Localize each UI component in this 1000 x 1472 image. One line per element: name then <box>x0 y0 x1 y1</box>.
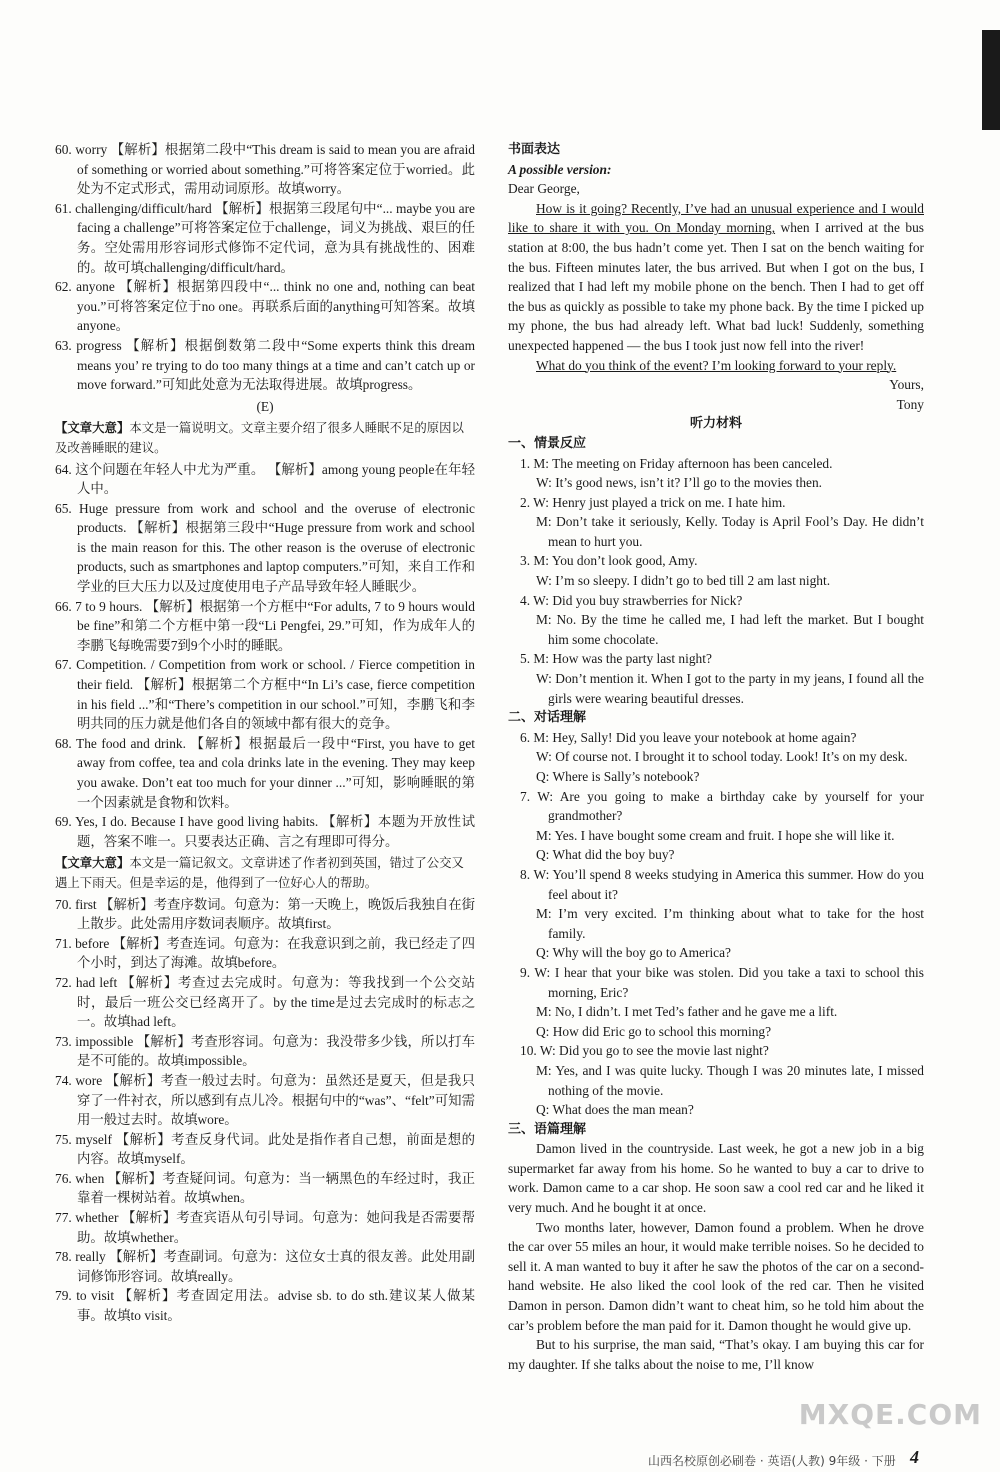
answer-61: 61. challenging/difficult/hard 【解析】根据第三段尾句中“... maybe you are facing a challenge”可将答案定位于challenge，词义为挑战、艰巨的任务。空处需用形容词形式修饰不定代词，意为具有挑战性的、困难的。故可填challenging/difficult/hard。 <box>55 200 475 275</box>
letter-body: when I arrived at the bus station at 8:00, the bus hadn’t come yet. Then I sat on the bench waiting for the bus. Fifteen minutes later, the bus arrived. But when I got on the bus, I realized that I had left my mobile phone on the bench. Then I had to get off the bus as quickly as possible to take my phone back. By the time I picked up my phone, the bus had already left. What bad luck! Suddenly, something unexpected happened — the bus I took just now fell into the river! <box>508 220 924 353</box>
dialogue-3-m: 3. M: You don’t look good, Amy. <box>520 553 698 569</box>
letter-greeting: Dear George, <box>508 181 580 197</box>
answer-64: 64. 这个问题在年轻人中尤为严重。 【解析】among young people在年轻人中。 <box>55 461 475 497</box>
answer-63: 63. progress 【解析】根据倒数第二段中“Some experts think this dream means you’ re trying to do too many things at a time and can’t catch up or move forward.”可知此处意为无法取得进展。故填progress。 <box>55 337 475 393</box>
dialogue-6-w: W: Of course not. I brought it to school today. Look! It’s on my desk. <box>536 749 908 765</box>
dialogue-5-m: 5. M: How was the party last night? <box>520 651 712 667</box>
writing-title: 书面表达 <box>508 142 561 157</box>
dialogue-6-q: Q: Where is Sally’s notebook? <box>536 769 700 784</box>
answer-65: 65. Huge pressure from work and school and the overuse of electronic products. 【解析】根据第三段中“Huge pressure from work and school is the main reason for this. The other reason is the overuse of electronic products, such as smartphones and laptop computers.”可知，来自工作和学业的巨大压力以及过度使用电子产品导致年轻人睡眠少。 <box>55 500 475 595</box>
dialogue-10-w: 10. W: Did you go to see the movie last night? <box>520 1043 769 1059</box>
page-edge-bar <box>982 30 1000 130</box>
page-number: 4 <box>910 1447 919 1467</box>
dialogue-7-w: 7. W: Are you going to make a birthday cake by yourself for your grandmother? <box>520 788 924 824</box>
letter-paragraph-1 <box>508 199 924 356</box>
dialogue-7-q: Q: What did the boy buy? <box>536 847 675 863</box>
summary-e-tag: 【文章大意】 <box>55 420 130 436</box>
dialogue-8-w: 8. W: You’ll spend 8 weeks studying in America this summer. How do you feel about it? <box>520 866 924 902</box>
dialogue-9-m: M: No, I didn’t. I met Ted’s father and he gave me a lift. <box>536 1004 838 1020</box>
dialogue-3-w: W: I’m so sleepy. I didn’t go to bed till 2 am last night. <box>536 573 831 589</box>
dialogue-2-w: 2. W: Henry just played a trick on me. I hate him. <box>520 494 786 510</box>
dialogue-10-m: M: Yes, and I was quite lucky. Though I was 20 minutes late, I missed nothing of the movie. <box>536 1062 924 1098</box>
dialogue-4-w: 4. W: Did you buy strawberries for Nick? <box>520 592 743 608</box>
dialogue-1-m: 1. M: The meeting on Friday afternoon has been canceled. <box>520 455 833 471</box>
letter-closing: Yours, <box>889 377 924 393</box>
answer-72: 72. had left 【解析】考查过去完成时。句意为：等我找到一个公交站时，最后一班公交已经离开了。by the time是过去完成时的标志之一。故填had left。 <box>55 974 475 1030</box>
watermark: MXQE.COM <box>798 1398 982 1431</box>
answer-79: 79. to visit 【解析】考查固定用法。advise sb. to do sth.建议某人做某事。故填to visit。 <box>55 1288 475 1324</box>
letter-signature: Tony <box>896 396 924 412</box>
dialogue-9-w: 9. W: I hear that your bike was stolen. Did you take a taxi to school this morning, Eric? <box>520 964 924 1000</box>
answer-69: 69. Yes, I do. Because I have good living habits. 【解析】本题为开放性试题，答案不唯一。只要表达正确、言之有理即可得分。 <box>55 814 475 849</box>
dialogue-4-m: M: No. By the time he called me, I had left the market. But I bought him some chocolate. <box>536 612 924 647</box>
answer-68: 68. The food and drink. 【解析】根据最后一段中“First, you have to get away from coffee, tea and cola drinks late in the evening. They may keep you awake. Don’t eat too much for your dinner ...”可知，影响睡眠的第一个因素就是食物和饮料。 <box>55 735 475 810</box>
summary-f-tag: 【文章大意】 <box>55 855 130 871</box>
letter-paragraph-2 <box>508 356 924 376</box>
dialogue-1-w: W: It’s good news, isn’t it? I’ll go to the movies then. <box>536 475 823 491</box>
dialogue-10-q: Q: What does the man mean? <box>536 1102 694 1118</box>
summary-e-text: 本文是一篇说明文。文章主要介绍了很多人睡眠不足的原因以及改善睡眠的建议。 <box>55 420 464 455</box>
answer-74: 74. wore 【解析】考查一般过去时。句意为：虽然还是夏天，但是我只穿了一件衬衣，所以感到有点儿冷。根据句中的“was”、“felt”可知需用一般过去时。故填wore。 <box>55 1072 475 1128</box>
left-column <box>55 140 475 1326</box>
answer-62: 62. anyone 【解析】根据第四段中“... think no one and, nothing can beat you.”可将答案定位于no one。再联系后面的anything可知答案。故填anyone。 <box>55 279 475 334</box>
listening-title: 听力材料 <box>689 416 742 432</box>
dialogue-8-m: M: I’m very excited. I’m thinking about what to take for the host family. <box>536 906 924 941</box>
possible-version-label: A possible version: <box>508 161 612 177</box>
dialogue-7-m: M: Yes. I have bought some cream and fruit. I hope she will like it. <box>536 827 895 843</box>
answer-77: 77. whether 【解析】考查宾语从句引导词。句意为：她问我是否需要帮助。故填whether。 <box>55 1210 475 1245</box>
answer-78: 78. really 【解析】考查副词。句意为：这位女士真的很友善。此处用副词修饰形容词。故填really。 <box>55 1249 475 1284</box>
section-2-heading: 二、对话理解 <box>508 710 587 726</box>
answer-75: 75. myself 【解析】考查反身代词。此处是指作者自己想，前面是想的内容。故填myself。 <box>55 1131 475 1167</box>
answer-76: 76. when 【解析】考查疑问词。句意为：当一辆黑色的车经过时，我正靠着一棵树站着。故填when。 <box>55 1170 475 1206</box>
dialogue-9-q: Q: How did Eric go to school this morning? <box>536 1023 772 1039</box>
right-column <box>508 140 924 1374</box>
story-paragraph-1: Damon lived in the countryside. Last week, he got a new job in a big supermarket far away from his home. So he wanted to buy a car to drive to work. Damon came to a car shop. He soon saw a cool red car and he liked it very much. And he bought it at once. <box>508 1141 924 1216</box>
section-1-heading: 一、情景反应 <box>508 435 587 451</box>
answer-66: 66. 7 to 9 hours. 【解析】根据第一个方框中“For adults, 7 to 9 hours would be fine”和第二个方框中第一段“Li Pengfei, 29.”可知，作为成年人的李鹏飞每晚需要7到9个小时的睡眠。 <box>55 598 475 653</box>
story-paragraph-3: But to his surprise, the man said, “That’s okay. I am buying this car for my daughter. If she talks about the noise to me, I’ll know <box>508 1337 924 1372</box>
answer-70: 70. first 【解析】考查序数词。句意为：第一天晚上，晚饭后我独自在街上散步。此处需用序数词表顺序。故填first。 <box>55 896 475 932</box>
story-paragraph-2: Two months later, however, Damon found a problem. When he drove the car over 55 miles an hour, it would make terrible noises. So he decided to sell it. A man wanted to buy it after he saw the photos of the car on a second-hand website. He also liked the cool look of the red car. Then he visited Damon in person. Damon didn’t want to cheat him, so he told him about the car’s problem before the man paid for it. Damon thought he would give up. <box>508 1219 924 1333</box>
section-e-heading: (E) <box>256 398 274 414</box>
dialogue-2-m: M: Don’t take it seriously, Kelly. Today is April Fool’s Day. He didn’t mean to hurt you. <box>536 514 924 549</box>
page-footer: 山西名校原创必刷卷 · 英语(人教) 9年级 · 下册 <box>648 1454 896 1468</box>
summary-e <box>55 418 475 457</box>
letter-underlined-ending: What do you think of the event? I’m looking forward to your reply. <box>536 357 897 373</box>
letter-underlined-opening: How is it going? Recently, I’ve had an unusual experience and I would like to share it with you. On Monday morning, <box>508 200 924 236</box>
answer-71: 71. before 【解析】考查连词。句意为：在我意识到之前，我已经走了四个小时，到达了海滩。故填before。 <box>55 935 475 971</box>
section-3-heading: 三、语篇理解 <box>508 1121 587 1137</box>
dialogue-8-q: Q: Why will the boy go to America? <box>536 945 731 961</box>
dialogue-5-w: W: Don’t mention it. When I got to the party in my jeans, I found all the girls were wearing beautiful dresses. <box>536 671 924 706</box>
summary-f-text: 本文是一篇记叙文。文章讲述了作者初到英国，错过了公交又遇上下雨天。但是幸运的是，他得到了一位好心人的帮助。 <box>55 855 464 890</box>
dialogue-6-m: 6. M: Hey, Sally! Did you leave your notebook at home again? <box>520 729 857 745</box>
answer-67: 67. Competition. / Competition from work or school. / Fierce competition in their field. 【解析】根据第二个方框中“In Li’s case, fierce competition in his field ...”和“There’s competition in our school.”可知，李鹏飞和李明共同的压力就是他们各自的领域中都有很大的竞争。 <box>55 657 475 732</box>
answer-73: 73. impossible 【解析】考查形容词。句意为：我没带多少钱，所以打车是不可能的。故填impossible。 <box>55 1033 475 1069</box>
summary-f <box>55 853 475 892</box>
answer-60: 60. worry 【解析】根据第二段中“This dream is said to mean you are afraid of something or worried about something.”可将答案定位于worried。此处为不定式形式，需用动词原形。故填worry。 <box>55 142 475 197</box>
